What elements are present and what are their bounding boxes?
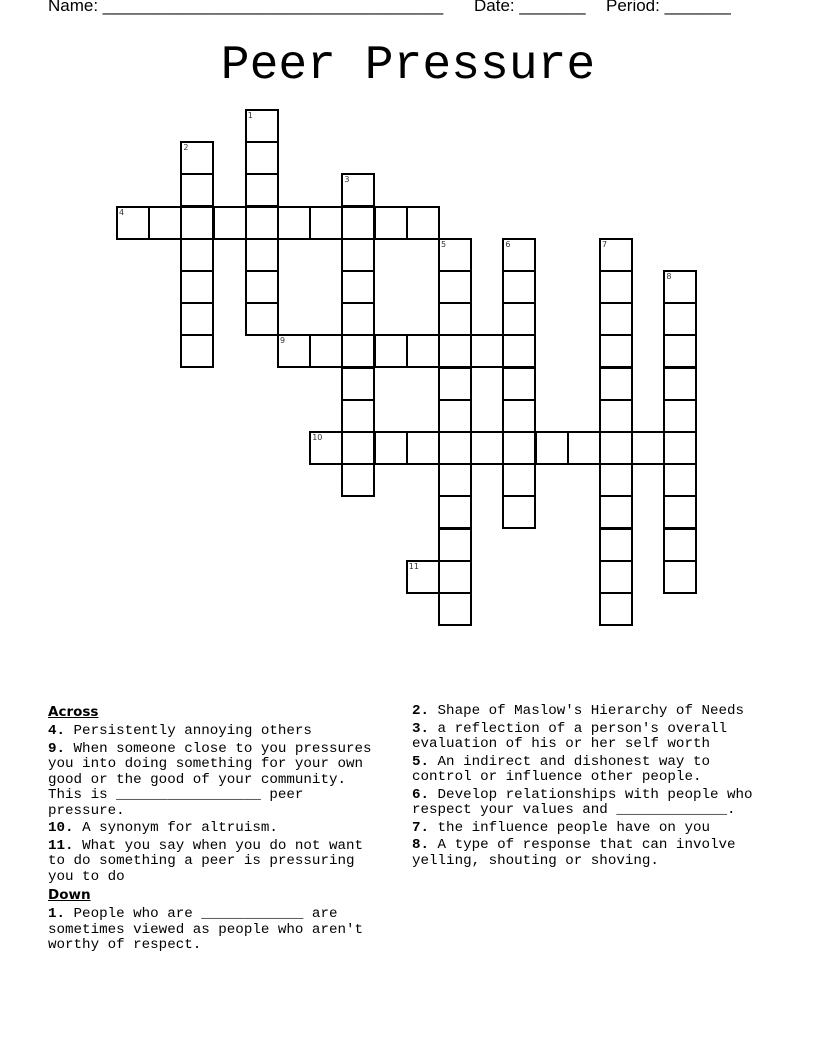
grid-cell[interactable] (407, 432, 439, 464)
grid-cell[interactable] (439, 335, 471, 367)
clue-text: People who are ____________ are sometimes viewed as people who aren't worthy of respect. (48, 906, 364, 953)
grid-cell[interactable] (246, 174, 278, 206)
grid-cell[interactable] (439, 529, 471, 561)
grid-cell[interactable] (664, 464, 696, 496)
grid-cell[interactable] (342, 174, 374, 206)
clue-across-9 (48, 742, 388, 820)
grid-cell[interactable] (664, 529, 696, 561)
down-heading: Down (48, 887, 91, 903)
grid-cell[interactable] (246, 110, 278, 142)
grid-cell[interactable] (246, 271, 278, 303)
clue-number: 11. (48, 837, 74, 854)
grid-cell[interactable] (439, 496, 471, 528)
grid-cell[interactable] (536, 432, 568, 464)
clue-across-4 (48, 724, 388, 740)
grid-cell[interactable] (246, 303, 278, 335)
grid-cell[interactable] (600, 593, 632, 625)
cell-number: 11 (408, 561, 419, 571)
grid-cell[interactable] (600, 335, 632, 367)
grid-cell[interactable] (664, 271, 696, 303)
clue-across-10 (48, 821, 388, 837)
grid-cell[interactable] (503, 335, 535, 367)
grid-cell[interactable] (439, 593, 471, 625)
clue-text: An indirect and dishonest way to control or influence other people. (412, 753, 710, 785)
cell-number: 5 (441, 239, 447, 249)
grid-cell[interactable] (375, 432, 407, 464)
cell-number: 1 (247, 111, 253, 120)
clue-down-5 (412, 755, 772, 786)
grid-cell[interactable] (503, 496, 535, 528)
clue-number: 1. (48, 906, 66, 922)
clue-number: 3. (412, 720, 430, 737)
grid-cell[interactable] (439, 400, 471, 432)
clue-text: Develop relationships with people who respect your values and _____________. (412, 786, 753, 818)
grid-cell[interactable] (503, 464, 535, 496)
grid-cell[interactable] (632, 432, 664, 464)
cell-number: 2 (183, 143, 189, 153)
grid-cell[interactable] (342, 207, 374, 239)
clue-text: a reflection of a person's overall evaluation of his or her self worth (412, 720, 728, 752)
grid-cell[interactable] (375, 207, 407, 239)
clue-number: 7. (412, 819, 430, 836)
grid-cell[interactable] (600, 464, 632, 496)
clue-text: the influence people have on you (437, 819, 710, 836)
grid-cell[interactable] (664, 400, 696, 432)
period-field[interactable]: Period: _______ (606, 0, 731, 15)
clue-down-2 (412, 704, 772, 720)
date-field[interactable]: Date: _______ (474, 0, 586, 15)
clue-down-8 (412, 838, 772, 869)
grid-cell[interactable] (181, 335, 213, 367)
grid-cell[interactable] (439, 464, 471, 496)
clue-number: 10. (48, 820, 74, 836)
name-field[interactable]: Name: ____________________________________ (48, 0, 444, 15)
grid-cell[interactable] (181, 207, 213, 239)
grid-cell[interactable] (664, 368, 696, 400)
clue-number: 2. (412, 703, 430, 719)
across-heading: Across (48, 704, 99, 720)
grid-cell[interactable] (149, 207, 181, 239)
grid-cell[interactable] (600, 432, 632, 464)
clue-text: Shape of Maslow's Hierarchy of Needs (437, 703, 745, 719)
grid-cell[interactable] (342, 432, 374, 464)
grid-cell[interactable] (600, 271, 632, 303)
cell-number: 4 (119, 207, 125, 217)
puzzle-title: Peer Pressure (220, 39, 596, 93)
grid-cell[interactable] (375, 335, 407, 367)
grid-cell[interactable] (181, 142, 213, 174)
grid-cell[interactable] (181, 271, 213, 303)
clue-number: 9. (48, 740, 66, 757)
grid-cell[interactable] (600, 496, 632, 528)
clue-down-3 (412, 722, 772, 753)
grid-cell[interactable] (246, 207, 278, 239)
grid-cell[interactable] (439, 561, 471, 593)
grid-cell[interactable] (181, 239, 213, 271)
clue-across-11 (48, 839, 388, 886)
grid-cell[interactable] (471, 335, 503, 367)
grid-cell[interactable] (246, 142, 278, 174)
grid-cell[interactable] (503, 368, 535, 400)
grid-cell[interactable] (181, 174, 213, 206)
cell-number: 9 (280, 336, 286, 346)
clue-number: 4. (48, 723, 66, 739)
grid-cell[interactable] (503, 271, 535, 303)
grid-cell[interactable] (600, 303, 632, 335)
grid-cell[interactable] (310, 335, 342, 367)
grid-cell[interactable] (600, 239, 632, 271)
grid-cell[interactable] (503, 239, 535, 271)
grid-cell[interactable] (600, 368, 632, 400)
grid-cell[interactable] (439, 271, 471, 303)
cell-number: 3 (344, 175, 350, 185)
grid-cell[interactable] (503, 400, 535, 432)
grid-cell[interactable] (439, 432, 471, 464)
grid-cell[interactable] (439, 239, 471, 271)
grid-cell[interactable] (342, 400, 374, 432)
grid-cell[interactable] (407, 207, 439, 239)
cell-number: 10 (312, 433, 323, 442)
clue-down-7 (412, 821, 772, 837)
grid-cell[interactable] (342, 271, 374, 303)
clue-text: A synonym for altruism. (82, 820, 278, 836)
cell-number: 6 (505, 239, 511, 249)
grid-cell[interactable] (664, 432, 696, 464)
grid-cell[interactable] (439, 303, 471, 335)
clue-text: Persistently annoying others (73, 723, 312, 739)
grid-cell[interactable] (600, 529, 632, 561)
cell-number: 7 (602, 239, 608, 249)
cell-number: 8 (666, 272, 672, 281)
grid-cell[interactable] (117, 207, 149, 239)
clue-number: 6. (412, 786, 430, 803)
grid-cell[interactable] (664, 303, 696, 335)
clue-text: A type of response that can involve yelling, shouting or shoving. (412, 837, 736, 869)
grid-cell[interactable] (600, 400, 632, 432)
grid-cell[interactable] (471, 432, 503, 464)
grid-cell[interactable] (214, 207, 246, 239)
grid-cell[interactable] (342, 335, 374, 367)
clue-text: When someone close to you pressures you into doing something for your own good or the good of your community. This is _________________ peer pressure. (48, 740, 372, 819)
grid-cell[interactable] (664, 335, 696, 367)
grid-cell[interactable] (568, 432, 600, 464)
clues-column-left (48, 704, 388, 956)
grid-cell[interactable] (246, 239, 278, 271)
grid-cell[interactable] (342, 303, 374, 335)
grid-cell[interactable] (278, 335, 310, 367)
clue-text: What you say when you do not want to do something a peer is pressuring you to do (48, 837, 364, 885)
grid-cell[interactable] (278, 207, 310, 239)
grid-cell[interactable] (439, 368, 471, 400)
grid-cell[interactable] (664, 561, 696, 593)
grid-cell[interactable] (664, 496, 696, 528)
clue-number: 5. (412, 753, 430, 770)
grid-cell[interactable] (407, 335, 439, 367)
grid-cell[interactable] (407, 561, 439, 593)
grid-cell[interactable] (310, 432, 342, 464)
grid-cell[interactable] (310, 207, 342, 239)
grid-cell[interactable] (342, 239, 374, 271)
grid-cell[interactable] (503, 432, 535, 464)
clue-down-6 (412, 788, 772, 819)
grid-cell[interactable] (600, 561, 632, 593)
grid-cell[interactable] (342, 464, 374, 496)
clue-number: 8. (412, 837, 430, 853)
clues-column-right (412, 704, 772, 871)
grid-cell[interactable] (342, 368, 374, 400)
grid-cell[interactable] (503, 303, 535, 335)
clue-down-1 (48, 907, 388, 954)
grid-cell[interactable] (181, 303, 213, 335)
